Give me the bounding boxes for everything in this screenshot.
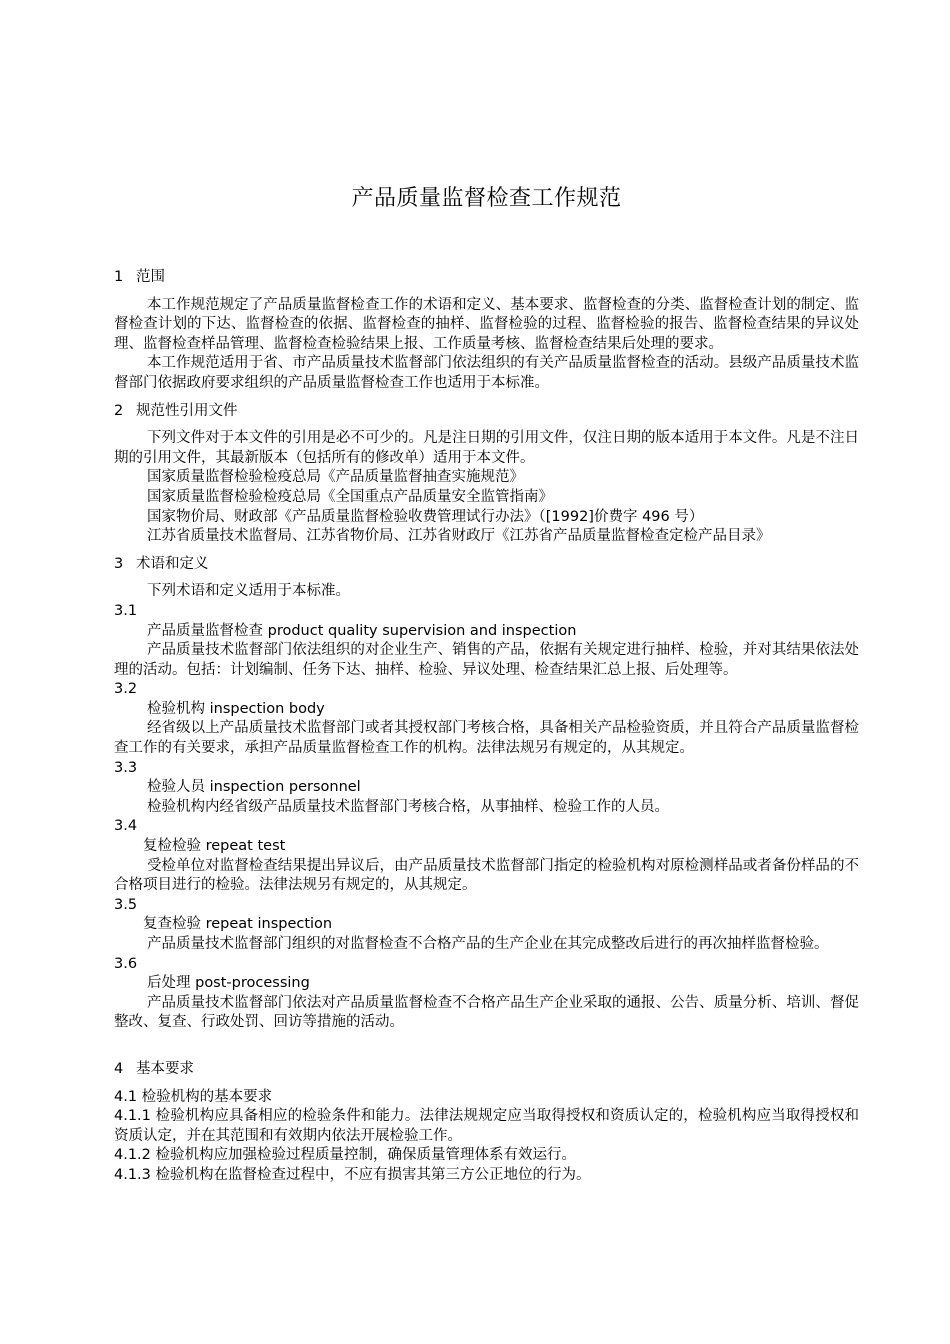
term-definition: 经省级以上产品质量技术监督部门或者其授权部门考核合格，具备相关产品检验资质，并且符合产品质量监督检查工作的有关要求，承担产品质量监督检查工作的机构。法律法规另有规定的，从其规定。 xyxy=(114,720,859,757)
document-body xyxy=(114,260,859,1186)
term-number: 3.6 xyxy=(114,955,138,972)
page-title: 产品质量监督检查工作规范 xyxy=(351,186,622,211)
paragraph: 下列术语和定义适用于本标准。 xyxy=(147,583,350,600)
term-title: 检验人员 inspection personnel xyxy=(147,779,361,796)
term-definition: 产品质量技术监督部门依法组织的对企业生产、销售的产品，依据有关规定进行抽样、检验，并对其结果依法处理的活动。包括：计划编制、任务下达、抽样、检验、异议处理、检查结果汇总上报、后处理等。 xyxy=(114,642,859,678)
reference-item: 国家物价局、财政部《产品质量监督检验收费管理试行办法》（[1992]价费字 496 号） xyxy=(147,508,704,525)
term-definition: 受检单位对监督检查结果提出异议后，由产品质量技术监督部门指定的检验机构对原检测样品或者备份样品的不合格项目进行的检验。法律法规另有规定的，从其规定。 xyxy=(114,857,859,894)
clause-item: 4.1.3 检验机构在监督检查过程中，不应有损害其第三方公正地位的行为。 xyxy=(114,1166,591,1183)
term-definition: 产品质量技术监督部门组织的对监督检查不合格产品的生产企业在其完成整改后进行的再次抽样监督检验。 xyxy=(147,936,829,952)
term-number: 3.2 xyxy=(114,681,138,698)
clause-item: 4.1.1 检验机构应具备相应的检验条件和能力。法律法规规定应当取得授权和资质认定的，检验机构应当取得授权和资质认定，并在其范围和有效期内依法开展检验工作。 xyxy=(114,1108,859,1144)
term-number: 3.5 xyxy=(114,896,138,913)
term-definition: 产品质量技术监督部门依法对产品质量监督检查不合格产品生产企业采取的通报、公告、质量分析、培训、督促整改、复查、行政处罚、回访等措施的活动。 xyxy=(114,994,859,1031)
section-heading: 1 范围 xyxy=(114,269,165,285)
paragraph: 下列文件对于本文件的引用是必不可少的。凡是注日期的引用文件，仅注日期的版本适用于本文件。凡是不注日期的引用文件，其最新版本（包括所有的修改单）适用于本文件。 xyxy=(114,430,859,466)
reference-item: 国家质量监督检验检疫总局《产品质量监督抽查实施规范》 xyxy=(147,469,524,486)
term-title: 产品质量监督检查 product quality supervision and inspection xyxy=(147,622,577,639)
section-heading: 2 规范性引用文件 xyxy=(114,402,238,419)
term-number: 3.4 xyxy=(114,818,138,835)
clause-item: 4.1.2 检验机构应加强检验过程质量控制，确保质量管理体系有效运行。 xyxy=(114,1147,577,1164)
paragraph: 本工作规范规定了产品质量监督检查工作的术语和定义、基本要求、监督检查的分类、监督检查计划的制定、监督检查计划的下达、监督检查的依据、监督检查的抽样、监督检验的过程、监督检验的报告、监督检查结果的异议处理、监督检查样品管理、监督检查检验结果上报、工作质量考核、监督检查结果后处理的要求。 xyxy=(114,296,859,352)
term-title: 检验机构 inspection body xyxy=(147,700,325,717)
term-title: 后处理 post-processing xyxy=(147,975,310,992)
subsection-heading: 4.1 检验机构的基本要求 xyxy=(114,1088,273,1105)
term-definition: 检验机构内经省级产品质量技术监督部门考核合格，从事抽样、检验工作的人员。 xyxy=(147,798,669,815)
term-title: 复检检验 repeat test xyxy=(143,838,286,855)
section-heading: 3 术语和定义 xyxy=(114,555,209,572)
spacer xyxy=(114,1033,859,1052)
term-number: 3.1 xyxy=(114,602,138,619)
term-title: 复查检验 repeat inspection xyxy=(143,916,333,933)
term-number: 3.3 xyxy=(114,759,138,776)
reference-item: 国家质量监督检验检疫总局《全国重点产品质量安全监管指南》 xyxy=(147,488,553,505)
paragraph: 本工作规范适用于省、市产品质量技术监督部门依法组织的有关产品质量监督检查的活动。县级产品质量技术监督部门依据政府要求组织的产品质量监督检查工作也适用于本标准。 xyxy=(114,355,859,391)
section-heading: 4 基本要求 xyxy=(114,1060,194,1077)
reference-item: 江苏省质量技术监督局、江苏省物价局、江苏省财政厅《江苏省产品质量监督检查定检产品目录》 xyxy=(147,528,771,545)
